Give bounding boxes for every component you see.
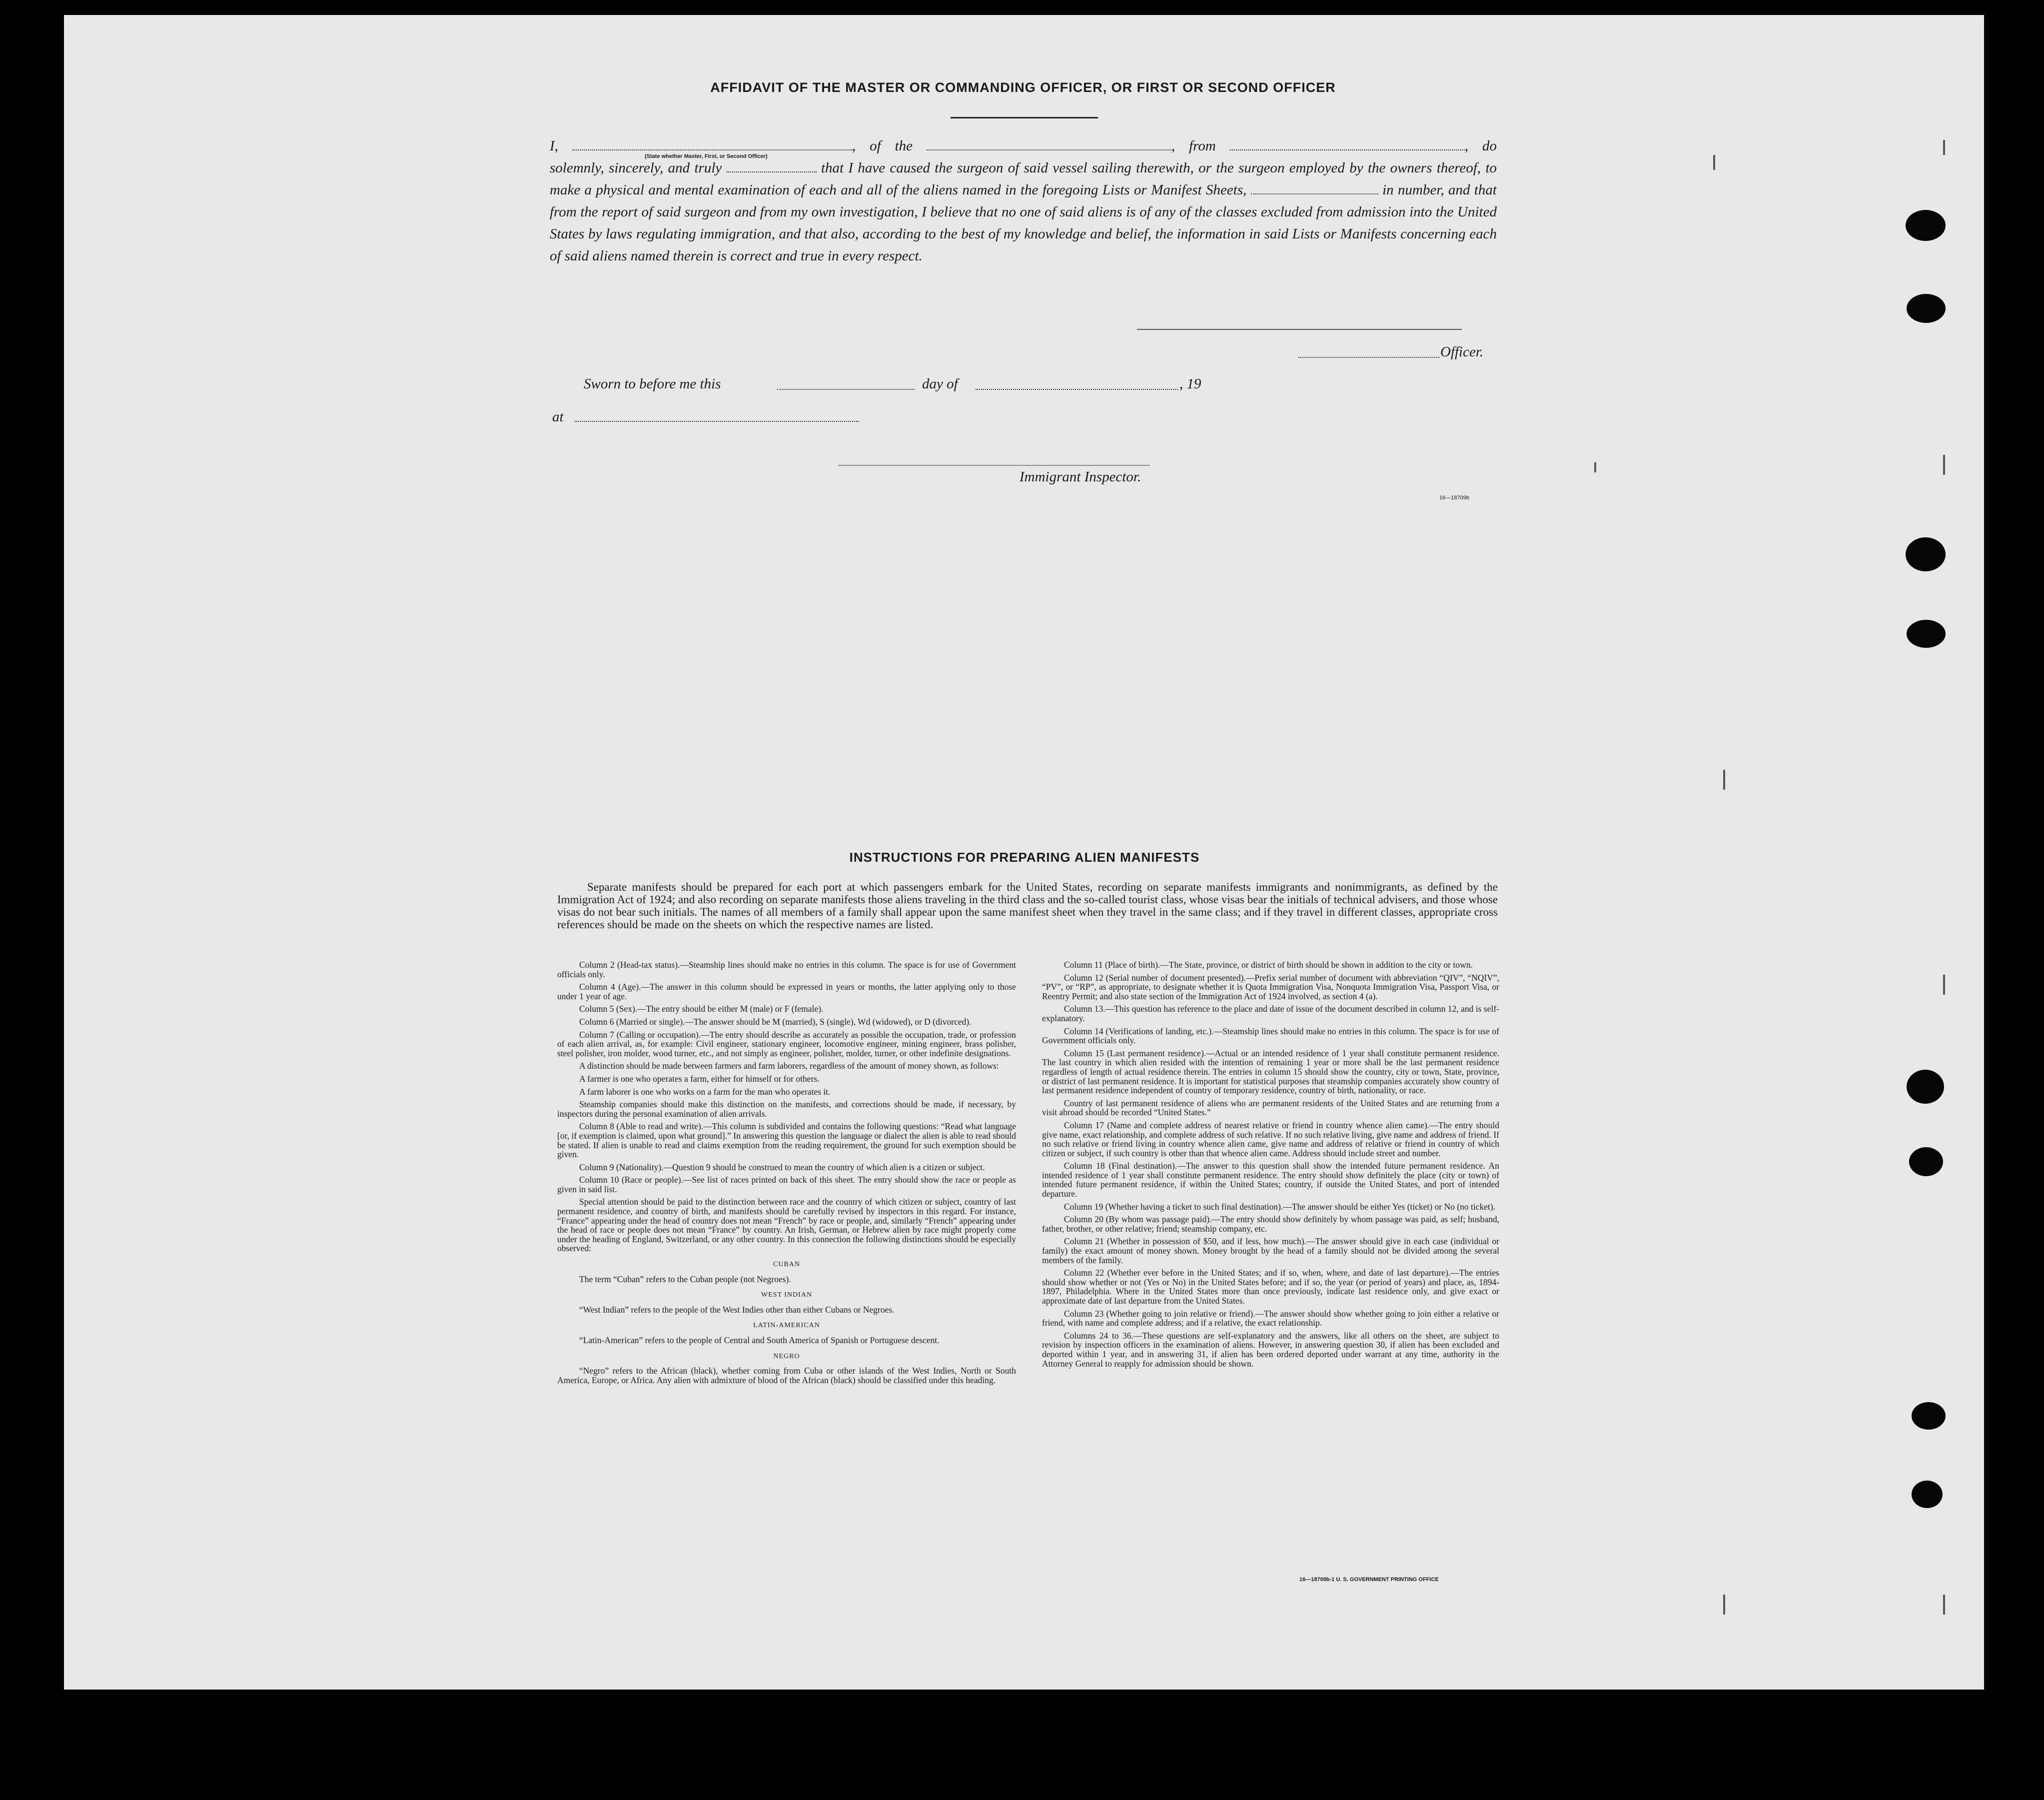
instruction-paragraph: Column 11 (Place of birth).—The State, province, or district of birth should be shown in addition to the city or town. [1064,960,1473,970]
day-of-label: day of [922,376,958,392]
sworn-day-field[interactable] [777,388,915,390]
instruction-paragraph: Country of last permanent residence of aliens who are permanent residents of the United States and are returning from a visit abroad should be recorded “United States.” [1042,1098,1499,1118]
instruction-paragraph: Column 14 (Verifications of landing, etc.).—Steamship lines should make no entries in this column. The space is for use of Government officials only. [1042,1026,1499,1046]
punch-hole [1907,294,1946,323]
instruction-paragraph: Column 15 (Last permanent residence).—Actual or an intended residence of 1 year shall constitute permanent residence. The last country in which alien resided with the intention of remaining 1 year or more shall be the last permanent residence regardless of length of actual residence therein. The entries in column 15 should show the country, city or town, State, province, or district of last permanent residence. It is important for statistical purposes that steamship companies accurately show country of last permanent residence independent of country of temporary residence, country of birth, nationality, or race. [1042,1048,1499,1096]
form-number: 16—18709b [1439,495,1469,501]
affidavit-text-c: in number, and that from the report of said surgeon and from my own investigation, I believe that no one of said aliens is of any of the classes excluded from admission into the United States by laws regulating immigration, and that also, according to the best of my knowledge and belief, the information in said Lists or Manifests concerning each of said aliens named therein is correct and true in every respect. [550,182,1497,264]
instruction-paragraph: Column 10 (Race or people).—See list of races printed on back of this sheet. The entry should show the race or people as given in said list. [557,1175,1016,1194]
punch-hole [1909,1147,1943,1176]
vessel-name-field[interactable] [927,140,1171,150]
section-heading: LATIN-AMERICAN [753,1322,820,1330]
instruction-paragraph: A farmer is one who operates a farm, either for himself or for others. [579,1073,820,1084]
instruction-paragraph: Column 6 (Married or single).—The answer should be M (married), S (single), Wd (widowed), or D (divorced). [579,1016,972,1027]
instructions-title: INSTRUCTIONS FOR PREPARING ALIEN MANIFESTS [849,850,1200,865]
instruction-paragraph: A farm laborer is one who works on a farm for the man who operates it. [579,1086,831,1097]
edge-mark [1594,462,1596,472]
instruction-paragraph: “West Indian” refers to the people of the West Indies other than either Cubans or Negroes. [579,1304,895,1315]
inspector-signature-line[interactable] [839,464,1149,466]
affidavit-text-b: that I have caused the surgeon of said vessel sailing therewith, or the surgeon employed by the owners thereof, to make a physical and mental examination of each and all of the aliens named in the foregoing Lists or Manifest Sheets, [550,160,1497,198]
instruction-paragraph: Columns 24 to 36.—These questions are self-explanatory and the answers, like all others on the sheet, are subject to revision by inspection officers in the examination of aliens. However, in answering question 30, if alien has been excluded and deported within 1 year, and in answering 31, if alien has been ordered deported under warrant at any time, authority in the Attorney General to reapply for admission should be shown. [1042,1330,1499,1369]
instruction-paragraph: “Latin-American” refers to the people of Central and South America of Spanish or Portuguese descent. [579,1335,940,1345]
punch-hole [1912,1481,1943,1508]
edge-mark [1943,455,1945,475]
affidavit-text-a: solemnly, sincerely, and truly [550,160,722,176]
instruction-paragraph: Column 7 (Calling or occupation).—The entry should describe as accurately as possible the occupation, trade, or profession of each alien arrival, as, for example: Civil engineer, stationary engineer, locomotive engineer, mining engineer, brass polisher, steel polisher, iron molder, wood turner, etc., and not simply as engineer, polisher, molder, turner, or other indefinite designations. [557,1029,1016,1058]
officer-label: Officer. [1440,344,1484,360]
instruction-paragraph: A distinction should be made between farmers and farm laborers, regardless of the amount of money shown, as follows: [579,1061,999,1071]
instruction-paragraph: Column 2 (Head-tax status).—Steamship lines should make no entries in this column. The space is for use of Government officials only. [557,960,1016,979]
edge-mark [1943,975,1945,995]
edge-mark [1723,1595,1725,1615]
instruction-paragraph: The term “Cuban” refers to the Cuban people (not Negroes). [579,1274,791,1284]
section-heading: CUBAN [773,1261,800,1269]
i-label: I, [550,138,558,154]
sworn-month-field[interactable] [976,388,1178,390]
section-heading: NEGRO [773,1352,800,1360]
year-label: , 19 [1179,376,1201,392]
instruction-paragraph: Column 12 (Serial number of document presented).—Prefix serial number of document with abbreviation “QIV”, “NQIV”, “PV”, or “RP”, as appropriate, to designate whether it is Quota Immigration Visa, Nonquota Immigration Visa, Passport Visa, or Reentry Permit; and also state section of the Immigration Act of 1924 involved, as section 4 (a). [1042,972,1499,1001]
instruction-paragraph: Column 20 (By whom was passage paid).—The entry should show definitely by whom passage was paid, as self; husband, father, brother, or other relative; friend; steamship company, etc. [1042,1214,1499,1234]
instruction-paragraph: Steamship companies should make this distinction on the manifests, and corrections should be made, if necessary, by inspectors during the personal examination of alien arrivals. [557,1099,1016,1119]
instruction-paragraph: Column 9 (Nationality).—Question 9 should be construed to mean the country of which alien is a citizen or subject. [579,1162,985,1172]
role-note: (State whether Master, First, or Second Officer) [645,153,768,159]
punch-hole [1907,620,1946,648]
punch-hole [1912,1402,1946,1430]
sworn-label: Sworn to before me this [584,376,721,392]
instruction-paragraph: “Negro” refers to the African (black), whether coming from Cuba or other islands of the West Indies, North or South America, Europe, or Africa. Any alien with admixture of blood of the African (black) should be classified under this heading. [557,1366,1016,1385]
instruction-paragraph: Column 5 (Sex).—The entry should be either M (male) or F (female). [579,1004,824,1014]
edge-mark [1723,770,1725,790]
from-port-field[interactable] [1230,140,1465,150]
number-of-sheets-field[interactable] [1251,184,1378,194]
inspector-label: Immigrant Inspector. [1020,469,1141,485]
officer-signature-line[interactable] [1137,328,1462,330]
of-the-label: , of the [852,138,913,154]
affidavit-title: AFFIDAVIT OF THE MASTER OR COMMANDING OFFICER, OR FIRST OR SECOND OFFICER [710,80,1336,95]
at-label: at [552,409,564,425]
instruction-paragraph: Column 21 (Whether in possession of $50, and if less, how much).—The answer should give in each case (individual or family) the exact amount of money shown. Money brought by the head of a family should not be divided among the several members of the family. [1042,1236,1499,1265]
affidavit-paragraph [550,157,1497,267]
edge-mark [1943,140,1945,155]
instruction-paragraph: Column 13.—This question has reference to the place and date of issue of the document described in column 12, and is self-explanatory. [1042,1004,1499,1023]
title-rule [951,117,1098,118]
edge-mark [1943,1595,1945,1615]
punch-hole [1907,1070,1944,1104]
printing-office-footer: 16—18709b-1 U. S. GOVERNMENT PRINTING OFFICE [1299,1577,1439,1583]
officer-name-field[interactable] [572,140,852,150]
instructions-intro: Separate manifests should be prepared for each port at which passengers embark for the United States, recording on separate manifests immigrants and nonimmigrants, as defined by the Immigration Act of 1924; and also recording on separate manifests those aliens traveling in the third class and the so-called tourist class, whose visas bear the initials of technical advisers, and those whose visas do not bear such initials. The names of all members of a family shall appear upon the same manifest sheet when they travel in the same class; and if they travel in different classes, appropriate cross references should be made on the sheets on which the respective names are listed. [557,881,1498,931]
instruction-paragraph: Column 23 (Whether going to join relative or friend).—The answer should show whether going to join either a relative or friend, with name and complete address; and if a relative, the exact relationship. [1042,1308,1499,1328]
instruction-paragraph: Column 8 (Able to read and write).—This column is subdivided and contains the following questions: “Read what language [or, if exemption is claimed, upon what ground].” In answering this question the language or dialect the alien is able to read should be stated. If alien is unable to read and claims exemption from the reading requirement, the ground for such exemption should be given. [557,1121,1016,1160]
do-label: , do [1464,138,1497,154]
instruction-paragraph: Special attention should be paid to the distinction between race and the country of which citizen or subject, country of last permanent residence, and country of birth, and manifests should be carefully revised by inspectors in this regard. For instance, “France” appearing under the head of country does not mean “French” by race or people, and, similarly “French” appearing under the head of race or people does not mean “France” by country. An Irish, German, or Hebrew alien by race might properly come under the heading of England, Switzerland, or any other country. In this connection the following distinctions should be especially observed: [557,1197,1016,1254]
at-place-field[interactable] [575,420,859,422]
punch-hole [1906,537,1946,571]
instruction-paragraph: Column 18 (Final destination).—The answer to this question shall show the intended future permanent residence. An intended residence of 1 year shall constitute permanent residence. The entry should show definitely the place (city or town) of intended future permanent residence, if within the United States; country, if outside the United States, and port of intended departure. [1042,1161,1499,1199]
instructions-right-column [1042,960,1499,1372]
section-heading: WEST INDIAN [761,1291,813,1299]
from-label: , from [1171,138,1216,154]
edge-mark [1713,155,1715,170]
instruction-paragraph: Column 22 (Whether ever before in the United States; and if so, when, where, and date of last departure).—The entries should show whether or not (Yes or No) in the United States before; and if so, the year (or period of years) and place, as, 1894-1897, Philadelphia. Where in the United States more than once previously, indicate last residence only, and give exact or approximate date of last departure from the United States. [1042,1268,1499,1306]
instructions-left-column [557,960,1016,1388]
instruction-paragraph: Column 4 (Age).—The answer in this column should be expressed in years or months, the latter applying only to those under 1 year of age. [557,982,1016,1001]
instruction-paragraph: Column 17 (Name and complete address of nearest relative or friend in country whence alien came).—The entry should give name, exact relationship, and complete address of such relative. If no such relative living, give name and address of friend. If no such relative or friend living in country whence alien came, give name and address of relative or friend in country of which citizen or subject, if such country is other than that whence alien came. Address should include street and number. [1042,1120,1499,1158]
instruction-paragraph: Column 19 (Whether having a ticket to such final destination).—The answer should be either Yes (ticket) or No (no ticket). [1064,1201,1496,1212]
oath-field[interactable] [727,162,817,172]
officer-title-line[interactable] [1298,356,1439,358]
punch-hole [1906,210,1946,241]
